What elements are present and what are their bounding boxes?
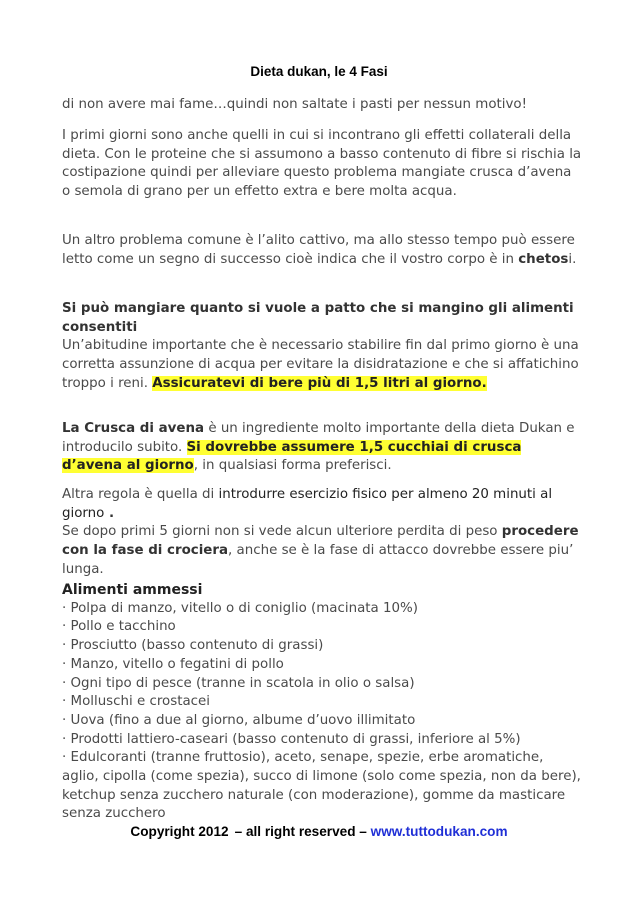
highlighted-text: Si dovrebbe assumere 1,5 cucchiai di crusca d’avena al giorno [62,439,522,474]
bold-term: chetos [518,251,569,267]
bold-term: procedere con la fase di crociera [62,524,579,559]
list-item: · Edulcoranti (tranne fruttosio), aceto, senape, spezie, erbe aromatiche, aglio, cipolla (come spezia), succo di limone (solo come spezia, non da bere), ketchup senza zucchero naturale (con moderazione), gomme da masticare senza zucchero [62,750,581,822]
bold-dot: . [104,505,115,521]
paragraph-oat-bran [62,420,582,476]
list-item: · Polpa di manzo, vitello o di coniglio (macinata 10%) [62,600,418,616]
text: Un’abitudine importante che è necessario stabilire fin dal primo giorno è una corretta assunzione di acqua per evitare la disidratazione e che si affatichino troppo i reni. [62,338,579,391]
text: Un altro problema comune è l’alito cattivo, ma allo stesso tempo può essere letto come un segno di successo cioè indica che il vostro corpo è in [62,233,575,267]
list-item: · Prodotti lattiero-caseari (basso contenuto di grassi, inferiore al 5%) [62,731,521,747]
paragraph-exercise [62,486,582,580]
copyright-text: Copyright 2012 [130,824,229,839]
bold-term: La Crusca di avena [62,421,205,436]
paragraph-water [62,300,582,394]
text: Se dopo primi 5 giorni non si vede alcun ulteriore perdita di peso [62,524,502,540]
list-item: · Ogni tipo di pesce (tranne in scatola in olio o salsa) [62,675,415,691]
paragraph-bad-breath [62,232,582,269]
list-heading: Alimenti ammessi [62,582,203,598]
text: è un ingrediente molto importante della dieta Dukan e introducilo subito. [62,421,575,455]
list-item: · Uova (fino a due al giorno, albume d’uovo illimitato [62,712,416,728]
dark-text: introdurre esercizio fisico per almeno 20 minuti al giorno [62,487,553,521]
list-item: · Pollo e tacchino [62,619,176,635]
text-end: , in qualsiasi forma preferisci. [193,458,392,474]
highlighted-text: Assicuratevi di bere più di 1,5 litri al giorno. [152,375,487,391]
text-end: , anche se è la fase di attacco dovrebbe essere piu’ lunga. [62,543,574,577]
rights-text: – all right reserved – [234,824,367,839]
text: Altra regola è quella di [62,487,219,502]
section-heading: Si può mangiare quanto si vuole a patto che si mangino gli alimenti consentiti [62,301,574,335]
website-link[interactable]: www.tuttodukan.com [370,824,508,839]
list-item: · Molluschi e crostacei [62,694,211,710]
paragraph-side-effects: I primi giorni sono anche quelli in cui si incontrano gli effetti collaterali della dieta. Con le proteine che si assumono a basso contenuto di fibre si rischia la costipazione quindi per alleviare questo problema mangiate crusca d’avena o semola di grano per un effetto extra e bere molta acqua. [62,128,582,200]
paragraph-intro: di non avere mai fame…quindi non saltate i pasti per nessun motivo! [62,97,527,112]
page-footer [0,824,638,839]
page-title: Dieta dukan, le 4 Fasi [250,64,388,79]
list-item: · Manzo, vitello o fegatini di pollo [62,656,284,672]
list-item: · Prosciutto (basso contenuto di grassi) [62,638,324,654]
text-end: i. [568,251,577,267]
allowed-foods-list [62,581,582,824]
